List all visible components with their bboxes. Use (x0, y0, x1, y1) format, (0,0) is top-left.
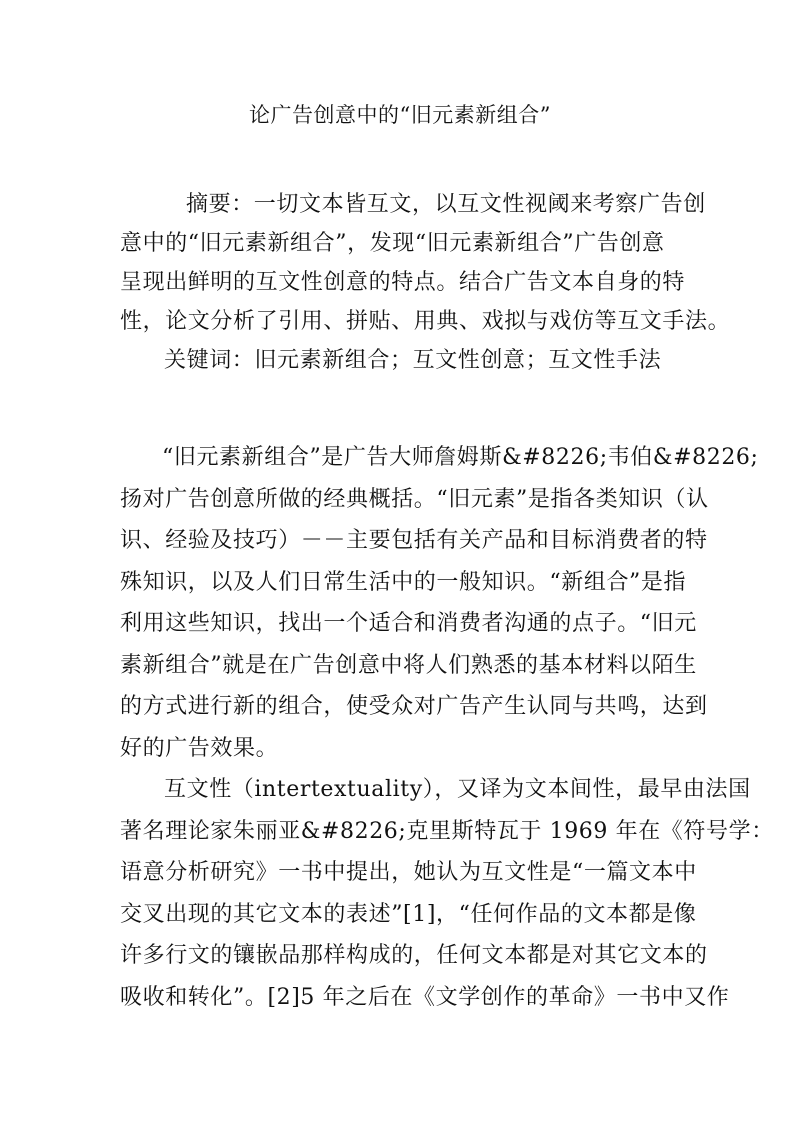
paragraph-line: 识、经验及技巧）－－主要包括有关产品和目标消费者的特 (120, 528, 708, 553)
document-title: 论广告创意中的“旧元素新组合” (249, 103, 551, 127)
paragraph-line: 殊知识，以及人们日常生活中的一般知识。“新组合”是指 (120, 569, 687, 595)
body-section (120, 437, 774, 1018)
paragraph-line: 利用这些知识，找出一个适合和消费者沟通的点子。“旧元 (120, 611, 697, 636)
abstract-line: 意中的“旧元素新组合”，发现“旧元素新组合”广告创意 (120, 231, 665, 256)
paragraph-line: 语意分析研究》一书中提出，她认为互文性是“一篇文本中 (120, 860, 697, 885)
paragraph-line: 素新组合”就是在广告创意中将人们熟悉的基本材料以陌生 (120, 652, 697, 678)
paragraph-line: 吸收和转化”。[2]5 年之后在《文学创作的革命》一书中又作 (120, 984, 730, 1010)
abstract-line: 性，论文分析了引用、拼贴、用典、戏拟与戏仿等互文手法。 (120, 309, 731, 334)
abstract-line: 呈现出鲜明的互文性创意的特点。结合广告文本自身的特 (120, 270, 686, 295)
paragraph-line: 著名理论家朱丽亚&#8226;克里斯特瓦于 1969 年在《符号学： (120, 818, 774, 844)
paragraph-line: 许多行文的镶嵌品那样构成的，任何文本都是对其它文本的 (120, 943, 708, 968)
abstract-section (120, 185, 731, 380)
paragraph-line: 的方式进行新的组合，使受众对广告产生认同与共鸣，达到 (120, 694, 708, 719)
paragraph-line: 互文性（intertextuality），又译为文本间性，最早由法国 (164, 777, 751, 802)
abstract-line: 摘要：一切文本皆互文，以互文性视阈来考察广告创 (186, 192, 706, 217)
paragraph-line: 交叉出现的其它文本的表述”[1]，“任何作品的文本都是像 (120, 901, 697, 927)
paragraph-line: “旧元素新组合”是广告大师詹姆斯&#8226;韦伯&#8226; (162, 445, 759, 470)
paragraph-line: 好的广告效果。 (120, 735, 279, 761)
paragraph-line: 扬对广告创意所做的经典概括。“旧元素”是指各类知识（认 (120, 486, 709, 512)
keywords-line: 关键词：旧元素新组合；互文性创意；互文性手法 (164, 348, 662, 373)
